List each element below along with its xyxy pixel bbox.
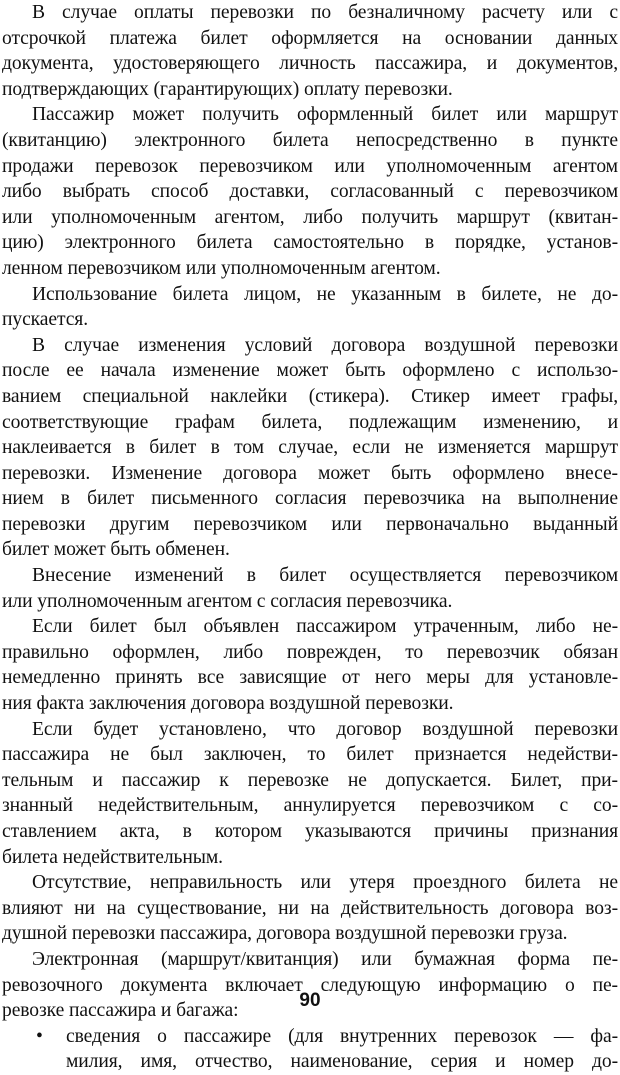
paragraph	[2, 870, 618, 947]
text-line: билет может быть обменен.	[2, 539, 230, 561]
text-line: наклеивается в билет в том случае, если не изменяется маршрут	[2, 437, 618, 459]
text-line: немедленно принять все зависящие от него меры для установле-	[2, 667, 618, 689]
text-line: отсрочкой платежа билет оформляется на основании данных	[2, 27, 618, 49]
text-line: (квитанцию) электронного билета непосредственно в пункте	[2, 129, 618, 151]
text-line: перевозки. Изменение договора может быть оформлено внесе-	[2, 462, 618, 484]
text-line: ленном перевозчиком или уполномоченным агентом.	[2, 257, 441, 279]
text-line: тельным и пассажир к перевозке не допускается. Билет, при-	[2, 769, 618, 791]
paragraph	[2, 717, 618, 871]
text-line: либо выбрать способ доставки, согласованный с перевозчиком	[2, 181, 618, 203]
text-line: документа, удостоверяющего личность пассажира, и документов,	[2, 53, 618, 75]
text-line: подтверждающих (гарантирующих) оплату перевозки.	[2, 78, 453, 100]
text-line: сведения о пассажире (для внутренних перевозок — фа-	[66, 1025, 618, 1047]
text-line: после ее начала изменение может быть оформлено с использо-	[2, 360, 618, 382]
text-line: Если билет был объявлен пассажиром утраченным, либо не-	[32, 616, 618, 638]
text-line: ванием специальной наклейки (стикера). Стикер имеет графы,	[2, 385, 618, 407]
text-line: билета недействительным.	[2, 846, 223, 868]
text-line: В случае оплаты перевозки по безналичному расчету или с	[32, 2, 618, 23]
paragraph	[2, 0, 618, 102]
paragraph	[2, 102, 618, 281]
text-line: Если будет установлено, что договор воздушной перевозки	[32, 718, 618, 740]
text-line: знанный недействительным, аннулируется перевозчиком с со-	[2, 795, 618, 817]
bullet-icon: •	[36, 1025, 43, 1047]
text-line: цию) электронного билета самостоятельно в порядке, установ-	[2, 232, 618, 254]
text-line: Использование билета лицом, не указанным в билете, не до-	[32, 283, 618, 305]
text-line: правильно оформлен, либо поврежден, то перевозчик обязан	[2, 641, 618, 663]
text-line: Отсутствие, неправильность или утеря проездного билета не	[32, 872, 618, 894]
page-number: 90	[299, 990, 321, 1011]
text-line: Пассажир может получить оформленный билет или маршрут	[32, 104, 618, 126]
paragraph	[2, 563, 618, 614]
text-line: ния факта заключения договора воздушной перевозки.	[2, 693, 454, 715]
body-text	[2, 0, 618, 1075]
paragraph	[2, 614, 618, 716]
text-line: ставлением акта, в котором указываются причины признания	[2, 821, 618, 842]
paragraph	[2, 282, 618, 333]
text-line: или уполномоченным агентом, либо получить маршрут (квитан-	[2, 206, 618, 228]
text-line: перевозки другим перевозчиком или первоначально выданный	[2, 513, 618, 535]
list-item	[2, 1024, 618, 1075]
text-line: В случае изменения условий договора воздушной перевозки	[32, 334, 618, 356]
text-line: влияют ни на существование, ни на действительность договора воз-	[2, 897, 618, 919]
paragraph	[2, 947, 618, 1024]
text-line: ревозке пассажира и багажа:	[2, 1000, 239, 1022]
paragraph	[2, 333, 618, 563]
text-line: или уполномоченным агентом с согласия перевозчика.	[2, 590, 453, 612]
text-line: душной перевозки пассажира, договора воздушной перевозки груза.	[2, 923, 568, 945]
text-line: продажи перевозок перевозчиком или уполномоченным агентом	[2, 155, 618, 177]
text-line: соответствующие графам билета, подлежащим изменению, и	[2, 411, 618, 433]
text-line: Электронная (маршрут/квитанция) или бумажная форма пе-	[32, 948, 618, 970]
text-line: пускается.	[2, 309, 89, 331]
text-line: ревозочного документа включает следующую информацию о пе-	[2, 974, 618, 996]
text-line: Внесение изменений в билет осуществляется перевозчиком	[32, 565, 618, 587]
text-line: пассажира не был заключен, то билет признается недействи-	[2, 744, 618, 766]
text-line: нием в билет письменного согласия перевозчика на выполнение	[2, 488, 618, 510]
text-line: милия, имя, отчество, наименование, серия и номер до-	[66, 1051, 618, 1073]
